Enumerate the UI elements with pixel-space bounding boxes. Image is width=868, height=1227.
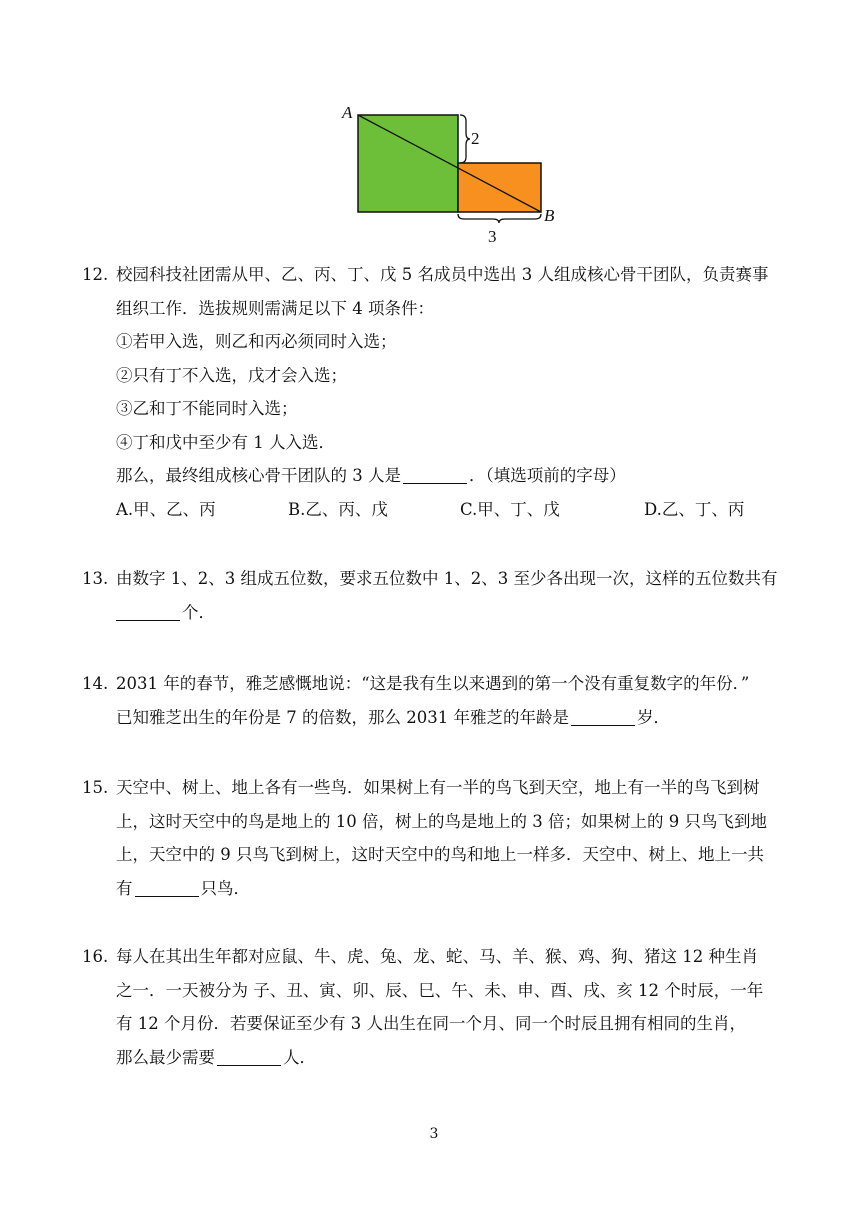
brace-width (458, 214, 541, 223)
label-a: A (342, 103, 353, 122)
problem-text: 那么最少需要 (116, 1047, 215, 1067)
problem-16 (82, 940, 802, 1074)
option-a[interactable]: A.甲、乙、丙 (116, 499, 216, 519)
problem-number: 14. (82, 674, 109, 693)
option-c[interactable]: C.甲、丁、戊 (460, 499, 560, 519)
answer-blank[interactable] (217, 1045, 281, 1066)
problem-text: 之一．一天被分为 子、丑、寅、卯、辰、巳、午、未、申、酉、戌、亥 12 个时辰，一年 (116, 980, 764, 1000)
condition-3: ③乙和丁不能同时入选； (116, 399, 298, 418)
answer-options (82, 493, 802, 527)
answer-blank[interactable] (116, 600, 180, 621)
problem-text: 组织工作．选拔规则需满足以下 4 项条件： (116, 298, 434, 318)
problem-number: 16. (82, 947, 109, 966)
problem-text: 有 (116, 878, 133, 898)
label-width: 3 (488, 227, 497, 246)
problem-text: 只鸟． (200, 878, 250, 898)
problem-text: 已知雅芝出生的年份是 7 的倍数，那么 2031 年雅芝的年龄是 (116, 707, 569, 727)
problem-text: 校园科技社团需从甲、乙、丙、丁、戊 5 名成员中选出 3 人组成核心骨干团队，负责赛事 (116, 265, 769, 284)
answer-blank[interactable] (135, 876, 199, 897)
label-height: 2 (471, 129, 480, 148)
problem-text: 人． (283, 1047, 316, 1067)
big-square (358, 115, 458, 212)
answer-blank[interactable] (403, 463, 467, 484)
problem-12 (82, 258, 802, 526)
brace-height (460, 115, 470, 163)
problem-question: 那么，最终组成核心骨干团队的 3 人是 (116, 466, 401, 485)
label-b: B (544, 206, 555, 225)
option-b[interactable]: B.乙、丙、戊 (288, 499, 388, 519)
geometry-figure (330, 96, 570, 248)
condition-2: ②只有丁不入选，戊才会入选； (116, 365, 347, 385)
problem-number: 12. (82, 265, 109, 284)
problem-text: 2031 年的春节，雅芝感慨地说：“这是我有生以来遇到的第一个没有重复数字的年份．” (116, 674, 750, 693)
small-rectangle (458, 163, 541, 212)
condition-4: ④丁和戊中至少有 1 人入选． (116, 432, 335, 452)
problem-text: 上，这时天空中的鸟是地上的 10 倍，树上的鸟是地上的 3 倍；如果树上的 9 只鸟飞到地 (116, 811, 767, 831)
problem-text: 由数字 1、2、3 组成五位数，要求五位数中 1、2、3 至少各出现一次，这样的五位数共有 (116, 569, 778, 588)
problem-number: 13. (82, 569, 109, 588)
problem-text: 每人在其出生年都对应鼠、牛、虎、兔、龙、蛇、马、羊、猴、鸡、狗、猪这 12 种生肖 (116, 947, 758, 966)
problem-15 (82, 771, 802, 905)
squares-diagram (330, 96, 570, 248)
option-d[interactable]: D.乙、丁、丙 (644, 499, 745, 519)
problem-text: 个． (182, 602, 215, 622)
problem-text: 有 12 个月份．若要保证至少有 3 人出生在同一个月、同一个时辰且拥有相同的生肖， (116, 1014, 746, 1033)
answer-blank[interactable] (571, 705, 635, 726)
problem-14 (82, 667, 802, 734)
page-number: 3 (429, 1126, 439, 1142)
condition-1: ①若甲入选，则乙和丙必须同时入选； (116, 332, 397, 351)
problem-question: ．（填选项前的字母） (469, 466, 626, 485)
problem-text: 岁． (636, 707, 670, 727)
problem-number: 15. (82, 778, 109, 797)
problem-13 (82, 562, 802, 629)
problem-text: 上，天空中的 9 只鸟飞到树上，这时天空中的鸟和地上一样多．天空中、树上、地上一共 (116, 845, 764, 864)
problem-text: 天空中、树上、地上各有一些鸟．如果树上有一半的鸟飞到天空，地上有一半的鸟飞到树 (116, 778, 760, 797)
